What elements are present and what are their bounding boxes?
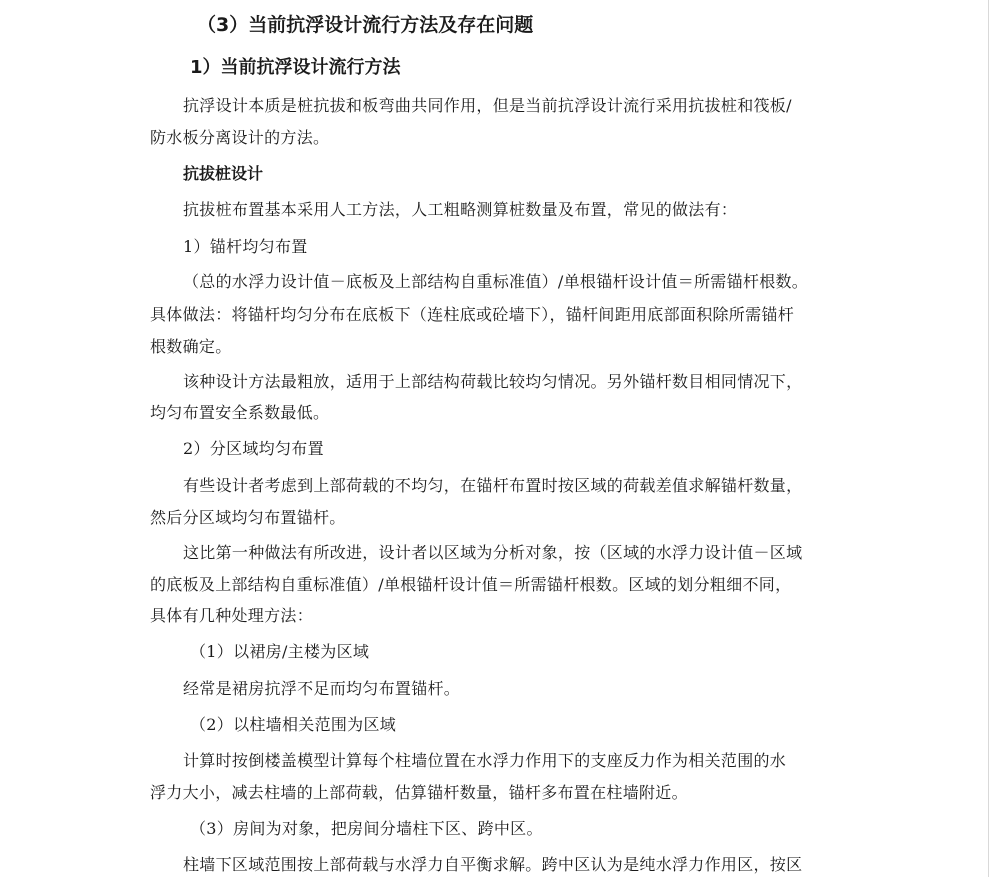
item-1-para-1-line-3: 根数确定。 xyxy=(150,337,232,356)
sub-item-3-line-1: 柱墙下区域范围按上部荷载与水浮力自平衡求解。跨中区认为是纯水浮力作用区，按区 xyxy=(183,855,803,874)
item-1-para-2-line-1: 该种设计方法最粗放，适用于上部结构荷载比较均匀情况。另外锚杆数目相同情况下， xyxy=(183,372,803,391)
intro-line-2: 防水板分离设计的方法。 xyxy=(150,128,330,147)
item-2-para-1-line-2: 然后分区域均匀布置锚杆。 xyxy=(150,508,346,527)
pile-design-heading: 抗拔桩设计 xyxy=(183,164,264,183)
sub-item-3-title: （3）房间为对象，把房间分墙柱下区、跨中区。 xyxy=(190,819,543,838)
layout-intro-line: 抗拔桩布置基本采用人工方法，人工粗略测算桩数量及布置，常见的做法有： xyxy=(183,200,738,219)
item-1-title: 1）锚杆均匀布置 xyxy=(183,237,308,256)
item-1-para-1-line-1: （总的水浮力设计值－底板及上部结构自重标准值）/单根锚杆设计值＝所需锚杆根数。 xyxy=(183,272,809,291)
sub-item-2-title: （2）以柱墙相关范围为区域 xyxy=(190,715,397,734)
sub-item-2-line-1: 计算时按倒楼盖模型计算每个柱墙位置在水浮力作用下的支座反力作为相关范围的水 xyxy=(183,751,787,770)
page-edge-divider xyxy=(988,0,989,877)
item-1-para-1-line-2: 具体做法：将锚杆均匀分布在底板下（连柱底或砼墙下），锚杆间距用底部面积除所需锚杆 xyxy=(150,305,795,324)
sub-item-1-text: 经常是裙房抗浮不足而均匀布置锚杆。 xyxy=(183,679,461,698)
sub-item-2-line-2: 浮力大小，减去柱墙的上部荷载，估算锚杆数量，锚杆多布置在柱墙附近。 xyxy=(150,783,688,802)
item-2-para-1-line-1: 有些设计者考虑到上部荷载的不均匀，在锚杆布置时按区域的荷载差值求解锚杆数量， xyxy=(183,476,803,495)
item-2-para-2-line-1: 这比第一种做法有所改进，设计者以区域为分析对象，按（区域的水浮力设计值－区域 xyxy=(183,543,803,562)
sub-item-1-title: （1）以裙房/主楼为区域 xyxy=(190,642,370,661)
item-2-para-2-line-3: 具体有几种处理方法： xyxy=(150,606,314,625)
item-1-para-2-line-2: 均匀布置安全系数最低。 xyxy=(150,403,330,422)
item-2-title: 2）分区域均匀布置 xyxy=(183,439,324,458)
item-2-para-2-line-2: 的底板及上部结构自重标准值）/单根锚杆设计值＝所需锚杆根数。区域的划分粗细不同， xyxy=(150,575,792,594)
intro-line-1: 抗浮设计本质是桩抗拔和板弯曲共同作用，但是当前抗浮设计流行采用抗拔桩和筏板/ xyxy=(183,96,792,115)
subsection-heading: 1）当前抗浮设计流行方法 xyxy=(190,57,401,78)
section-heading: （3）当前抗浮设计流行方法及存在问题 xyxy=(197,14,534,36)
